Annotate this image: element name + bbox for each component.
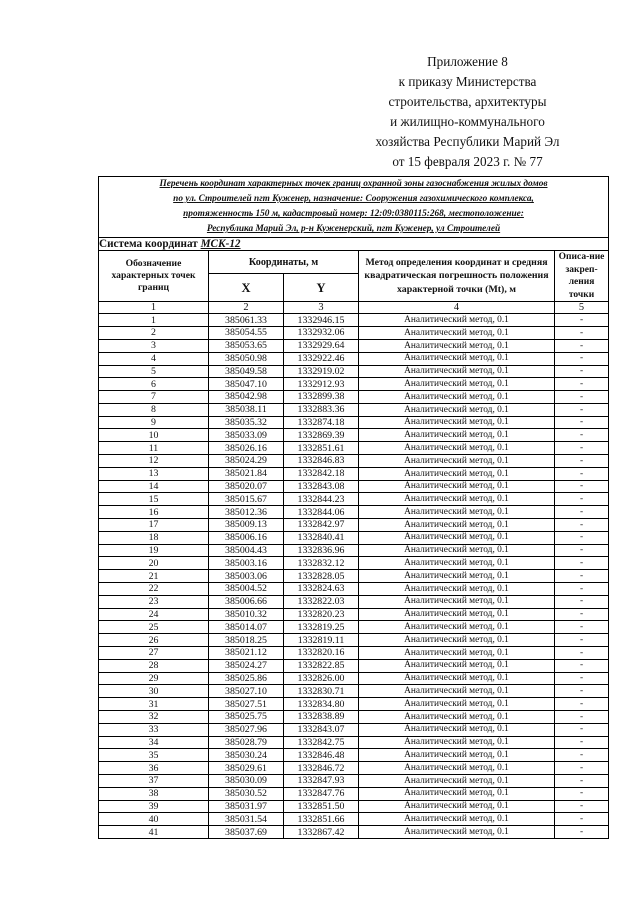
coordinate-system-row — [99, 238, 609, 251]
cell-point: 21 — [99, 570, 209, 583]
cell-point: 10 — [99, 429, 209, 442]
table-row — [99, 723, 609, 736]
cell-x: 385035.32 — [209, 416, 284, 429]
cell-description: - — [555, 634, 609, 647]
cell-method: Аналитический метод, 0.1 — [359, 314, 555, 327]
table-row — [99, 416, 609, 429]
cell-method: Аналитический метод, 0.1 — [359, 429, 555, 442]
cell-y: 1332851.66 — [284, 813, 359, 826]
cell-point: 1 — [99, 314, 209, 327]
cell-method: Аналитический метод, 0.1 — [359, 634, 555, 647]
cell-point: 30 — [99, 685, 209, 698]
cell-point: 6 — [99, 378, 209, 391]
cell-description: - — [555, 608, 609, 621]
cell-method: Аналитический метод, 0.1 — [359, 608, 555, 621]
table-row — [99, 647, 609, 660]
header-line: строительства, архитектуры — [388, 94, 547, 110]
table-row — [99, 608, 609, 621]
cell-description: - — [555, 775, 609, 788]
cell-y: 1332844.23 — [284, 493, 359, 506]
cell-method: Аналитический метод, 0.1 — [359, 506, 555, 519]
column-number: 1 — [99, 302, 209, 314]
cell-description: - — [555, 378, 609, 391]
cell-method: Аналитический метод, 0.1 — [359, 800, 555, 813]
cell-description: - — [555, 762, 609, 775]
table-row — [99, 595, 609, 608]
cell-point: 16 — [99, 506, 209, 519]
cell-point: 39 — [99, 800, 209, 813]
cell-x: 385029.61 — [209, 762, 284, 775]
cell-x: 385042.98 — [209, 391, 284, 404]
cell-description: - — [555, 557, 609, 570]
cell-y: 1332842.18 — [284, 467, 359, 480]
cell-method: Аналитический метод, 0.1 — [359, 455, 555, 468]
cell-description: - — [555, 723, 609, 736]
cell-point: 12 — [99, 455, 209, 468]
cell-y: 1332822.03 — [284, 595, 359, 608]
cell-method: Аналитический метод, 0.1 — [359, 403, 555, 416]
cell-point: 31 — [99, 698, 209, 711]
table-row — [99, 787, 609, 800]
cell-point: 36 — [99, 762, 209, 775]
cell-y: 1332819.25 — [284, 621, 359, 634]
cell-x: 385030.52 — [209, 787, 284, 800]
cell-description: - — [555, 391, 609, 404]
cell-method: Аналитический метод, 0.1 — [359, 749, 555, 762]
cell-point: 17 — [99, 519, 209, 532]
cell-point: 22 — [99, 583, 209, 596]
column-number: 5 — [555, 302, 609, 314]
table-row — [99, 749, 609, 762]
column-number: 3 — [284, 302, 359, 314]
cell-method: Аналитический метод, 0.1 — [359, 327, 555, 340]
cell-point: 28 — [99, 659, 209, 672]
table-row — [99, 455, 609, 468]
cell-x: 385030.24 — [209, 749, 284, 762]
table-row — [99, 327, 609, 340]
cell-method: Аналитический метод, 0.1 — [359, 647, 555, 660]
cell-method: Аналитический метод, 0.1 — [359, 493, 555, 506]
cell-x: 385027.10 — [209, 685, 284, 698]
cell-description: - — [555, 647, 609, 660]
table-row — [99, 672, 609, 685]
table-row — [99, 339, 609, 352]
table-row — [99, 659, 609, 672]
cell-description: - — [555, 467, 609, 480]
cell-description: - — [555, 570, 609, 583]
cell-description: - — [555, 327, 609, 340]
cell-y: 1332843.08 — [284, 480, 359, 493]
coordinate-system-label: Система координат — [99, 238, 198, 251]
column-number: 2 — [209, 302, 284, 314]
header-line: хозяйства Республики Марий Эл — [375, 134, 560, 150]
cell-method: Аналитический метод, 0.1 — [359, 339, 555, 352]
cell-point: 9 — [99, 416, 209, 429]
cell-description: - — [555, 480, 609, 493]
cell-y: 1332820.16 — [284, 647, 359, 660]
cell-x: 385020.07 — [209, 480, 284, 493]
cell-y: 1332929.64 — [284, 339, 359, 352]
cell-x: 385049.58 — [209, 365, 284, 378]
cell-y: 1332832.12 — [284, 557, 359, 570]
cell-point: 20 — [99, 557, 209, 570]
cell-y: 1332869.39 — [284, 429, 359, 442]
cell-y: 1332912.93 — [284, 378, 359, 391]
cell-y: 1332820.23 — [284, 608, 359, 621]
cell-description: - — [555, 685, 609, 698]
cell-point: 7 — [99, 391, 209, 404]
cell-description: - — [555, 493, 609, 506]
coordinates-sheet — [98, 176, 608, 839]
cell-method: Аналитический метод, 0.1 — [359, 595, 555, 608]
table-row — [99, 531, 609, 544]
cell-x: 385003.16 — [209, 557, 284, 570]
cell-point: 24 — [99, 608, 209, 621]
cell-point: 3 — [99, 339, 209, 352]
cell-description: - — [555, 826, 609, 839]
cell-x: 385014.07 — [209, 621, 284, 634]
table-title-cell — [99, 177, 609, 238]
cell-x: 385018.25 — [209, 634, 284, 647]
table-row — [99, 467, 609, 480]
cell-point: 41 — [99, 826, 209, 839]
cell-point: 29 — [99, 672, 209, 685]
table-row — [99, 352, 609, 365]
cell-y: 1332919.02 — [284, 365, 359, 378]
cell-description: - — [555, 698, 609, 711]
cell-point: 15 — [99, 493, 209, 506]
cell-description: - — [555, 544, 609, 557]
cell-description: - — [555, 365, 609, 378]
cell-point: 13 — [99, 467, 209, 480]
cell-method: Аналитический метод, 0.1 — [359, 736, 555, 749]
cell-method: Аналитический метод, 0.1 — [359, 762, 555, 775]
cell-method: Аналитический метод, 0.1 — [359, 531, 555, 544]
table-row — [99, 775, 609, 788]
table-row — [99, 621, 609, 634]
cell-x: 385024.27 — [209, 659, 284, 672]
document-header — [330, 52, 605, 172]
cell-x: 385053.65 — [209, 339, 284, 352]
cell-x: 385015.67 — [209, 493, 284, 506]
cell-point: 4 — [99, 352, 209, 365]
cell-x: 385047.10 — [209, 378, 284, 391]
cell-point: 19 — [99, 544, 209, 557]
cell-x: 385025.86 — [209, 672, 284, 685]
cell-method: Аналитический метод, 0.1 — [359, 544, 555, 557]
cell-method: Аналитический метод, 0.1 — [359, 813, 555, 826]
column-header-y: Y — [284, 274, 359, 302]
cell-x: 385031.54 — [209, 813, 284, 826]
cell-y: 1332847.76 — [284, 787, 359, 800]
cell-y: 1332846.72 — [284, 762, 359, 775]
cell-description: - — [555, 429, 609, 442]
cell-description: - — [555, 800, 609, 813]
cell-description: - — [555, 531, 609, 544]
cell-x: 385030.09 — [209, 775, 284, 788]
cell-y: 1332851.61 — [284, 442, 359, 455]
cell-method: Аналитический метод, 0.1 — [359, 583, 555, 596]
cell-method: Аналитический метод, 0.1 — [359, 621, 555, 634]
cell-y: 1332844.06 — [284, 506, 359, 519]
cell-y: 1332824.63 — [284, 583, 359, 596]
cell-x: 385025.75 — [209, 711, 284, 724]
cell-description: - — [555, 519, 609, 532]
table-row — [99, 378, 609, 391]
cell-x: 385027.51 — [209, 698, 284, 711]
cell-point: 25 — [99, 621, 209, 634]
table-row — [99, 493, 609, 506]
cell-y: 1332843.07 — [284, 723, 359, 736]
cell-point: 37 — [99, 775, 209, 788]
cell-description: - — [555, 442, 609, 455]
cell-method: Аналитический метод, 0.1 — [359, 672, 555, 685]
cell-x: 385024.29 — [209, 455, 284, 468]
cell-x: 385006.66 — [209, 595, 284, 608]
header-line: к приказу Министерства — [398, 74, 537, 90]
cell-method: Аналитический метод, 0.1 — [359, 480, 555, 493]
cell-point: 27 — [99, 647, 209, 660]
cell-point: 18 — [99, 531, 209, 544]
cell-method: Аналитический метод, 0.1 — [359, 698, 555, 711]
cell-y: 1332932.06 — [284, 327, 359, 340]
cell-description: - — [555, 787, 609, 800]
table-row — [99, 480, 609, 493]
cell-method: Аналитический метод, 0.1 — [359, 391, 555, 404]
table-row — [99, 634, 609, 647]
column-header-description: Описа-ние закреп-ления точки — [555, 251, 609, 302]
cell-x: 385050.98 — [209, 352, 284, 365]
table-body — [99, 177, 609, 839]
cell-method: Аналитический метод, 0.1 — [359, 659, 555, 672]
cell-x: 385006.16 — [209, 531, 284, 544]
table-row — [99, 711, 609, 724]
table-header-row-1 — [99, 251, 609, 274]
cell-x: 385031.97 — [209, 800, 284, 813]
cell-x: 385004.43 — [209, 544, 284, 557]
cell-method: Аналитический метод, 0.1 — [359, 787, 555, 800]
header-line: Приложение 8 — [427, 54, 508, 69]
column-header-x: X — [209, 274, 284, 302]
cell-point: 26 — [99, 634, 209, 647]
cell-description: - — [555, 352, 609, 365]
cell-description: - — [555, 711, 609, 724]
table-row — [99, 800, 609, 813]
coordinate-system-cell — [99, 238, 609, 251]
cell-x: 385027.96 — [209, 723, 284, 736]
cell-description: - — [555, 813, 609, 826]
cell-method: Аналитический метод, 0.1 — [359, 467, 555, 480]
table-row — [99, 442, 609, 455]
column-header-method: Метод определения координат и средняя квадратическая погрешность положения характерной точки (Mt), м — [359, 251, 555, 302]
cell-description: - — [555, 749, 609, 762]
table-row — [99, 570, 609, 583]
table-row — [99, 826, 609, 839]
cell-description: - — [555, 672, 609, 685]
column-number-row — [99, 302, 609, 314]
cell-description: - — [555, 736, 609, 749]
cell-y: 1332826.00 — [284, 672, 359, 685]
cell-y: 1332840.41 — [284, 531, 359, 544]
cell-y: 1332846.83 — [284, 455, 359, 468]
cell-description: - — [555, 583, 609, 596]
column-header-point-designation: Обозначение характерных точек границ — [99, 251, 209, 302]
cell-description: - — [555, 314, 609, 327]
cell-method: Аналитический метод, 0.1 — [359, 378, 555, 391]
table-row — [99, 365, 609, 378]
cell-method: Аналитический метод, 0.1 — [359, 416, 555, 429]
cell-method: Аналитический метод, 0.1 — [359, 352, 555, 365]
cell-x: 385004.52 — [209, 583, 284, 596]
cell-description: - — [555, 416, 609, 429]
table-row — [99, 506, 609, 519]
column-number: 4 — [359, 302, 555, 314]
cell-description: - — [555, 455, 609, 468]
cell-method: Аналитический метод, 0.1 — [359, 365, 555, 378]
coordinate-system-value: МСК-12 — [200, 238, 241, 251]
cell-point: 38 — [99, 787, 209, 800]
table-row — [99, 403, 609, 416]
cell-x: 385021.12 — [209, 647, 284, 660]
table-title-line: Перечень координат характерных точек границ охранной зоны газоснабжения жилых домов — [159, 179, 548, 189]
cell-y: 1332851.50 — [284, 800, 359, 813]
cell-x: 385054.55 — [209, 327, 284, 340]
cell-y: 1332847.93 — [284, 775, 359, 788]
cell-point: 33 — [99, 723, 209, 736]
cell-description: - — [555, 403, 609, 416]
cell-point: 14 — [99, 480, 209, 493]
cell-x: 385009.13 — [209, 519, 284, 532]
header-line: и жилищно-коммунального — [390, 114, 545, 130]
table-title-row — [99, 177, 609, 238]
cell-point: 5 — [99, 365, 209, 378]
cell-method: Аналитический метод, 0.1 — [359, 711, 555, 724]
table-row — [99, 544, 609, 557]
cell-x: 385003.06 — [209, 570, 284, 583]
cell-y: 1332883.36 — [284, 403, 359, 416]
cell-x: 385010.32 — [209, 608, 284, 621]
cell-method: Аналитический метод, 0.1 — [359, 519, 555, 532]
table-row — [99, 685, 609, 698]
table-row — [99, 519, 609, 532]
cell-x: 385061.33 — [209, 314, 284, 327]
cell-point: 8 — [99, 403, 209, 416]
table-row — [99, 557, 609, 570]
cell-method: Аналитический метод, 0.1 — [359, 557, 555, 570]
cell-y: 1332838.89 — [284, 711, 359, 724]
cell-method: Аналитический метод, 0.1 — [359, 685, 555, 698]
cell-method: Аналитический метод, 0.1 — [359, 775, 555, 788]
cell-description: - — [555, 621, 609, 634]
table-row — [99, 736, 609, 749]
cell-y: 1332899.38 — [284, 391, 359, 404]
table-title-line: Республика Марий Эл, р-н Куженерский, пгт Куженер, ул Строителей — [206, 224, 501, 235]
cell-y: 1332846.48 — [284, 749, 359, 762]
coordinates-table — [98, 176, 609, 839]
table-row — [99, 314, 609, 327]
cell-description: - — [555, 339, 609, 352]
cell-point: 11 — [99, 442, 209, 455]
cell-y: 1332842.97 — [284, 519, 359, 532]
cell-method: Аналитический метод, 0.1 — [359, 826, 555, 839]
cell-x: 385012.36 — [209, 506, 284, 519]
cell-point: 32 — [99, 711, 209, 724]
cell-y: 1332836.96 — [284, 544, 359, 557]
cell-description: - — [555, 659, 609, 672]
cell-description: - — [555, 595, 609, 608]
table-row — [99, 583, 609, 596]
cell-y: 1332922.46 — [284, 352, 359, 365]
cell-method: Аналитический метод, 0.1 — [359, 570, 555, 583]
table-row — [99, 813, 609, 826]
table-row — [99, 762, 609, 775]
cell-point: 40 — [99, 813, 209, 826]
cell-y: 1332834.80 — [284, 698, 359, 711]
cell-y: 1332830.71 — [284, 685, 359, 698]
cell-method: Аналитический метод, 0.1 — [359, 442, 555, 455]
cell-x: 385021.84 — [209, 467, 284, 480]
cell-x: 385038.11 — [209, 403, 284, 416]
cell-y: 1332842.75 — [284, 736, 359, 749]
cell-y: 1332874.18 — [284, 416, 359, 429]
cell-y: 1332946.15 — [284, 314, 359, 327]
cell-y: 1332819.11 — [284, 634, 359, 647]
cell-x: 385026.16 — [209, 442, 284, 455]
table-row — [99, 698, 609, 711]
table-title-line: по ул. Строителей пгт Куженер, назначение: Сооружения газохимического комплекса, — [173, 194, 534, 205]
table-row — [99, 391, 609, 404]
cell-description: - — [555, 506, 609, 519]
cell-x: 385028.79 — [209, 736, 284, 749]
cell-point: 2 — [99, 327, 209, 340]
table-title-line: протяженность 150 м, кадастровый номер: 12:09:0380115:268, местоположение: — [183, 209, 524, 220]
cell-point: 35 — [99, 749, 209, 762]
column-header-coordinates-group: Координаты, м — [209, 251, 359, 274]
cell-x: 385037.69 — [209, 826, 284, 839]
table-row — [99, 429, 609, 442]
cell-y: 1332828.05 — [284, 570, 359, 583]
header-line: от 15 февраля 2023 г. № 77 — [392, 154, 543, 170]
cell-y: 1332867.42 — [284, 826, 359, 839]
cell-method: Аналитический метод, 0.1 — [359, 723, 555, 736]
cell-y: 1332822.85 — [284, 659, 359, 672]
cell-x: 385033.09 — [209, 429, 284, 442]
cell-point: 23 — [99, 595, 209, 608]
cell-point: 34 — [99, 736, 209, 749]
